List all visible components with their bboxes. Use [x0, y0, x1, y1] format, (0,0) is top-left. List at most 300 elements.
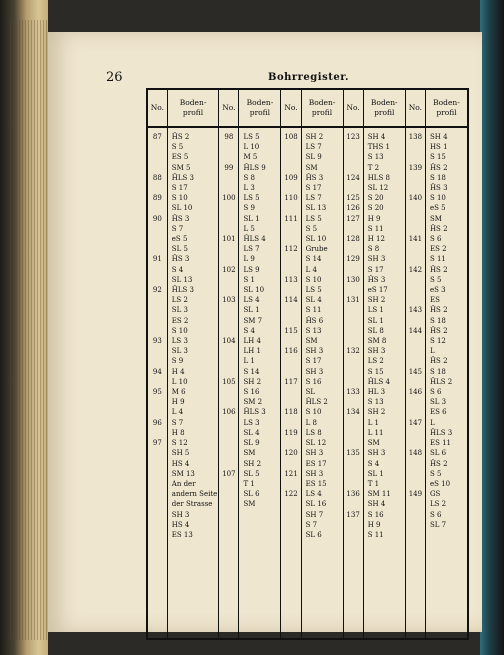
- soil-profile-entry: HL 3: [367, 388, 386, 397]
- boring-number: 141: [408, 235, 423, 244]
- boring-number: [220, 489, 237, 499]
- boring-number: [407, 214, 424, 224]
- boring-number: 91: [152, 255, 162, 264]
- profil-column: [301, 127, 343, 639]
- soil-profile-entry: HS 4: [171, 459, 190, 468]
- soil-profile-entry: ES 6: [429, 408, 447, 417]
- soil-profile-entry: ĤS 6: [305, 316, 324, 325]
- boring-number: 98: [224, 133, 234, 141]
- soil-profile-entry: ĤS 2: [429, 459, 448, 468]
- soil-profile-entry: LS 7: [305, 143, 322, 152]
- boring-number: [345, 316, 362, 326]
- soil-profile-entry: ĤS 2: [171, 133, 190, 141]
- boring-number: 148: [408, 449, 423, 458]
- page-number: 26: [106, 70, 123, 85]
- soil-profile-entry: S 7: [171, 418, 184, 427]
- soil-profile-entry: S 17: [367, 265, 384, 274]
- soil-profile-entry: SM 11: [367, 490, 391, 499]
- boring-number: 125: [346, 194, 360, 203]
- boring-number: 124: [346, 173, 360, 182]
- boring-number: [149, 234, 166, 244]
- soil-profile-entry: SL 1: [367, 469, 384, 478]
- boring-number: [149, 356, 166, 366]
- boring-number: 144: [408, 326, 423, 335]
- boring-number: 114: [284, 296, 298, 305]
- soil-profile-entry: SM: [305, 337, 318, 346]
- boring-number: [407, 203, 424, 213]
- boring-number: [220, 152, 237, 162]
- boring-number: [407, 407, 424, 417]
- boring-number: 95: [152, 388, 162, 397]
- boring-number: [282, 234, 299, 244]
- soil-profile-entry: H 9: [171, 398, 185, 407]
- boring-number: 121: [284, 469, 298, 478]
- boring-number: 123: [346, 133, 360, 141]
- boring-number: 92: [152, 286, 162, 295]
- soil-profile-entry: SM: [243, 500, 256, 509]
- soil-profile-entry: L 8: [305, 418, 317, 427]
- soil-profile-entry: SH 4: [429, 133, 448, 141]
- boring-number: 118: [284, 408, 298, 417]
- soil-profile-entry: ĤS 3: [429, 184, 448, 193]
- soil-profile-entry: L 3: [243, 184, 255, 193]
- soil-profile-entry: H 8: [171, 428, 185, 437]
- soil-profile-entry: SL 3: [171, 306, 188, 315]
- boring-number: [345, 367, 362, 377]
- soil-profile-entry: S 20: [367, 194, 384, 203]
- boring-number: [345, 305, 362, 315]
- boring-number: [220, 356, 237, 366]
- soil-profile-entry: L 9: [243, 255, 255, 264]
- boring-number: [149, 479, 166, 489]
- boring-number: 109: [284, 173, 298, 182]
- soil-profile-entry: S 1: [243, 275, 255, 284]
- boring-number: 149: [408, 490, 423, 499]
- boring-number: [407, 510, 424, 520]
- boring-number: [345, 356, 362, 366]
- profil-column: [239, 127, 281, 639]
- boring-number: [407, 275, 424, 285]
- boring-number: [345, 265, 362, 275]
- soil-profile-entry: SL 6: [429, 449, 447, 458]
- soil-profile-entry: S 17: [305, 357, 322, 366]
- boring-number: [220, 448, 237, 458]
- soil-profile-entry: S 15: [429, 153, 446, 162]
- table-header-row: [147, 89, 468, 127]
- boring-number: [149, 224, 166, 234]
- soil-profile-entry: L 1: [367, 418, 380, 427]
- soil-profile-entry: SL 1: [243, 306, 260, 315]
- soil-profile-entry: S 9: [171, 357, 184, 366]
- boring-number: [149, 489, 166, 499]
- soil-profile-entry: SL 8: [367, 326, 384, 335]
- soil-profile-entry: ES 2: [171, 316, 189, 325]
- soil-profile-entry: SL 10: [171, 204, 193, 213]
- soil-profile-entry: der Strasse: [171, 500, 213, 509]
- no-column: [343, 127, 363, 639]
- boring-number: [282, 265, 299, 275]
- soil-profile-entry: SM: [367, 439, 380, 448]
- soil-profile-entry: ĤLS 3: [171, 173, 195, 182]
- boring-number: [407, 336, 424, 346]
- boring-number: [149, 244, 166, 254]
- boring-number: 97: [152, 439, 162, 448]
- soil-profile-entry: HS 4: [171, 520, 190, 529]
- soil-profile-entry: eS 3: [429, 286, 446, 295]
- profil-column: [425, 127, 468, 639]
- soil-profile-entry: SM 7: [243, 316, 263, 325]
- soil-profile-entry: LS 7: [305, 194, 322, 203]
- soil-profile-entry: T 1: [367, 479, 380, 488]
- boring-number: [282, 316, 299, 326]
- boring-number: [345, 397, 362, 407]
- boring-number: 129: [346, 255, 360, 264]
- boring-number: 127: [346, 214, 360, 223]
- boring-number: 111: [284, 214, 298, 223]
- boring-number: 140: [408, 194, 423, 203]
- soil-profile-entry: SL 12: [305, 439, 327, 448]
- header-bodenprofil: Boden- profil: [425, 89, 468, 127]
- table-body-row: [147, 127, 468, 639]
- soil-profile-entry: SM: [429, 214, 442, 223]
- boring-number: 128: [346, 235, 360, 244]
- soil-profile-entry: H 12: [367, 235, 385, 244]
- soil-profile-entry: S 18: [429, 173, 446, 182]
- boring-number: [407, 438, 424, 448]
- boring-number: 130: [346, 275, 360, 284]
- soil-profile-entry: ĤLS 2: [429, 377, 453, 386]
- soil-profile-entry: S 11: [305, 306, 322, 315]
- soil-profile-entry: S 10: [305, 275, 322, 284]
- boring-number: [345, 183, 362, 193]
- soil-profile-entry: LS 5: [243, 133, 260, 141]
- no-column: [219, 127, 239, 639]
- soil-profile-entry: SL 7: [429, 520, 447, 529]
- boring-number: [220, 479, 237, 489]
- soil-profile-entry: ĤS 2: [429, 357, 448, 366]
- soil-profile-entry: SL: [305, 388, 316, 397]
- boring-number: [220, 244, 237, 254]
- boring-number: 137: [346, 510, 360, 519]
- soil-profile-entry: THS 1: [367, 143, 390, 152]
- boring-number: [220, 254, 237, 264]
- soil-profile-entry: SM: [305, 163, 318, 172]
- soil-profile-entry: S 10: [171, 326, 188, 335]
- boring-number: [220, 397, 237, 407]
- soil-profile-entry: SL 4: [305, 296, 322, 305]
- soil-profile-entry: SH 7: [305, 510, 324, 519]
- boring-number: 126: [346, 204, 360, 213]
- soil-profile-entry: LS 5: [243, 194, 260, 203]
- boring-number: [407, 377, 424, 387]
- soil-profile-entry: HS 1: [429, 143, 448, 152]
- boring-number: 117: [284, 377, 298, 386]
- soil-profile-entry: LS 7: [243, 245, 260, 254]
- soil-profile-entry: L 10: [171, 377, 188, 386]
- boring-number: 132: [346, 347, 360, 356]
- boring-number: 108: [284, 133, 298, 141]
- profil-column: [167, 127, 219, 639]
- boring-number: 96: [152, 418, 162, 427]
- soil-profile-entry: ES 15: [305, 479, 327, 488]
- boring-number: 147: [408, 418, 423, 427]
- boring-number: 100: [222, 194, 236, 203]
- soil-profile-entry: H 9: [367, 214, 381, 223]
- boring-number: [407, 346, 424, 356]
- boring-number: [407, 356, 424, 366]
- soil-profile-entry: eS 5: [171, 235, 188, 244]
- soil-profile-entry: ĤLS 4: [367, 377, 390, 386]
- boring-number: [149, 265, 166, 275]
- boring-number: 102: [222, 265, 236, 274]
- boring-number: [282, 438, 299, 448]
- boring-number: [282, 305, 299, 315]
- soil-profile-entry: eS 5: [429, 204, 446, 213]
- soil-profile-entry: andern Seite: [171, 490, 218, 499]
- soil-profile-entry: LS 5: [305, 286, 322, 295]
- soil-profile-entry: ĤLS 3: [429, 428, 453, 437]
- soil-profile-entry: LS 4: [305, 490, 322, 499]
- soil-profile-entry: SH 3: [305, 469, 324, 478]
- soil-profile-entry: ĤS 3: [305, 173, 324, 182]
- boring-number: [149, 163, 166, 173]
- soil-profile-entry: GS: [429, 490, 441, 499]
- header-no: No.: [219, 89, 239, 127]
- boring-number: 131: [346, 296, 360, 305]
- boring-number: [345, 152, 362, 162]
- boring-number: 88: [152, 173, 162, 182]
- boring-number: [407, 152, 424, 162]
- boring-number: [282, 499, 299, 509]
- boring-number: [345, 469, 362, 479]
- header-no: No.: [405, 89, 425, 127]
- soil-profile-entry: ĤS 2: [429, 224, 448, 233]
- soil-profile-entry: SL 5: [171, 245, 188, 254]
- soil-profile-entry: Grube: [305, 245, 328, 254]
- boring-number: [220, 346, 237, 356]
- right-background: [480, 0, 504, 655]
- boring-number: [345, 142, 362, 152]
- header-bodenprofil: Boden- profil: [363, 89, 405, 127]
- boring-number: [282, 418, 299, 428]
- soil-profile-entry: S 8: [367, 245, 380, 254]
- soil-profile-entry: L: [429, 347, 435, 356]
- boring-number: [282, 142, 299, 152]
- boring-number: 87: [152, 133, 162, 141]
- boring-number: [345, 428, 362, 438]
- boring-number: [407, 142, 424, 152]
- soil-profile-entry: S 12: [171, 439, 188, 448]
- boring-number: 122: [284, 490, 298, 499]
- boring-number: [149, 275, 166, 285]
- boring-number: [220, 203, 237, 213]
- soil-profile-entry: LH 4: [243, 337, 261, 346]
- boring-number: 99: [224, 163, 234, 172]
- boring-number: [149, 316, 166, 326]
- header-bodenprofil: Boden- profil: [167, 89, 219, 127]
- bohrregister-table: [146, 88, 469, 640]
- soil-profile-entry: SL 6: [305, 530, 322, 539]
- soil-profile-entry: SH 3: [367, 449, 386, 458]
- soil-profile-entry: S 16: [305, 377, 322, 386]
- soil-profile-entry: T 1: [243, 479, 255, 488]
- soil-profile-entry: SH 2: [305, 133, 324, 141]
- boring-number: [407, 459, 424, 469]
- soil-profile-entry: SL 6: [243, 490, 260, 499]
- book-page-edges: [0, 0, 48, 655]
- boring-number: [282, 183, 299, 193]
- header-no: No.: [281, 89, 301, 127]
- soil-profile-entry: An der: [171, 479, 196, 488]
- soil-profile-entry: ES 13: [171, 530, 193, 539]
- boring-number: [282, 397, 299, 407]
- soil-profile-entry: SM 13: [171, 469, 195, 478]
- boring-number: [149, 183, 166, 193]
- soil-profile-entry: SH 2: [243, 377, 262, 386]
- soil-profile-entry: S 12: [429, 337, 446, 346]
- soil-profile-entry: eS 17: [367, 286, 388, 295]
- soil-profile-entry: S 4: [243, 326, 255, 335]
- boring-number: [345, 224, 362, 234]
- soil-profile-entry: SL 13: [305, 204, 327, 213]
- soil-profile-entry: ES: [429, 296, 440, 305]
- boring-number: 93: [152, 337, 162, 346]
- boring-number: [220, 459, 237, 469]
- soil-profile-entry: S 16: [367, 510, 384, 519]
- boring-number: [407, 397, 424, 407]
- boring-number: [282, 285, 299, 295]
- soil-profile-entry: SH 2: [367, 296, 386, 305]
- soil-profile-entry: S 6: [429, 510, 442, 519]
- boring-number: [345, 418, 362, 428]
- boring-number: [220, 183, 237, 193]
- boring-number: [345, 459, 362, 469]
- soil-profile-entry: S 7: [171, 224, 184, 233]
- soil-profile-entry: ĤS 3: [171, 255, 190, 264]
- boring-number: 112: [284, 245, 298, 254]
- boring-number: [407, 469, 424, 479]
- soil-profile-entry: L 11: [367, 428, 384, 437]
- soil-profile-entry: S 5: [305, 224, 318, 233]
- soil-profile-entry: SL 9: [243, 439, 260, 448]
- boring-number: [149, 295, 166, 305]
- boring-number: [220, 305, 237, 315]
- soil-profile-entry: SL 13: [171, 275, 193, 284]
- soil-profile-entry: SH 4: [367, 500, 386, 509]
- boring-number: [149, 346, 166, 356]
- boring-number: 110: [284, 194, 298, 203]
- boring-number: [220, 418, 237, 428]
- soil-profile-entry: LS 2: [171, 296, 188, 305]
- soil-profile-entry: LS 4: [243, 296, 260, 305]
- boring-number: [282, 510, 299, 520]
- boring-number: 134: [346, 408, 360, 417]
- soil-profile-entry: SH 3: [305, 347, 324, 356]
- soil-profile-entry: SH 3: [305, 449, 324, 458]
- soil-profile-entry: S 14: [305, 255, 322, 264]
- soil-profile-entry: S 6: [429, 235, 442, 244]
- boring-number: [149, 428, 166, 438]
- boring-number: [220, 367, 237, 377]
- boring-number: 101: [222, 235, 236, 244]
- boring-number: [345, 479, 362, 489]
- boring-number: [282, 459, 299, 469]
- boring-number: [345, 438, 362, 448]
- soil-profile-entry: ĤLS 4: [243, 235, 266, 244]
- soil-profile-entry: SM 5: [171, 163, 191, 172]
- soil-profile-entry: SH 3: [171, 510, 190, 519]
- soil-profile-entry: L 5: [243, 224, 255, 233]
- boring-number: [149, 152, 166, 162]
- soil-profile-entry: SM 8: [367, 337, 387, 346]
- soil-profile-entry: S 13: [367, 153, 384, 162]
- boring-number: [149, 459, 166, 469]
- soil-profile-entry: SL 10: [243, 286, 265, 295]
- boring-number: [220, 224, 237, 234]
- soil-profile-entry: SH 3: [367, 255, 386, 264]
- soil-profile-entry: LS 9: [243, 265, 260, 274]
- soil-profile-entry: S 13: [305, 326, 322, 335]
- header-bodenprofil: Boden- profil: [239, 89, 281, 127]
- soil-profile-entry: S 11: [367, 224, 384, 233]
- soil-profile-entry: ĤS 3: [367, 275, 386, 284]
- soil-profile-entry: ĤS 2: [429, 163, 448, 172]
- soil-profile-entry: S 15: [367, 367, 384, 376]
- soil-profile-entry: S 5: [171, 143, 184, 152]
- soil-profile-entry: S 10: [171, 194, 188, 203]
- soil-profile-entry: LS 5: [305, 214, 322, 223]
- soil-profile-entry: ES 2: [429, 245, 447, 254]
- boring-number: [345, 499, 362, 509]
- boring-number: [220, 173, 237, 183]
- header-no: No.: [343, 89, 363, 127]
- boring-number: [149, 397, 166, 407]
- boring-number: [345, 285, 362, 295]
- boring-number: [345, 326, 362, 336]
- soil-profile-entry: S 4: [171, 265, 184, 274]
- boring-number: [220, 510, 237, 520]
- boring-number: [220, 285, 237, 295]
- soil-profile-entry: S 18: [429, 316, 446, 325]
- soil-profile-entry: SH 2: [367, 408, 386, 417]
- soil-profile-entry: ĤS 3: [171, 214, 190, 223]
- boring-number: [282, 224, 299, 234]
- soil-profile-entry: SH 3: [367, 347, 386, 356]
- soil-profile-entry: S 17: [305, 184, 322, 193]
- soil-profile-entry: S 20: [367, 204, 384, 213]
- boring-number: 90: [152, 214, 162, 223]
- boring-number: [149, 305, 166, 315]
- boring-number: [345, 163, 362, 173]
- soil-profile-entry: S 9: [243, 204, 255, 213]
- soil-profile-entry: LS 8: [305, 428, 322, 437]
- boring-number: 116: [284, 347, 298, 356]
- soil-profile-entry: ES 11: [429, 439, 451, 448]
- boring-number: 106: [222, 408, 236, 417]
- soil-profile-entry: ĤS 2: [429, 326, 448, 335]
- soil-profile-entry: H 4: [171, 367, 185, 376]
- soil-profile-entry: ĤLS 3: [243, 408, 266, 417]
- soil-profile-entry: SL 16: [305, 500, 327, 509]
- soil-profile-entry: S 16: [243, 388, 260, 397]
- soil-profile-entry: ĤS 2: [429, 265, 448, 274]
- page-title: Bohrregister.: [268, 72, 350, 83]
- boring-number: [220, 275, 237, 285]
- soil-profile-entry: SH 3: [305, 367, 324, 376]
- boring-number: 89: [152, 194, 162, 203]
- boring-number: 143: [408, 306, 423, 315]
- soil-profile-entry: SL 3: [171, 347, 188, 356]
